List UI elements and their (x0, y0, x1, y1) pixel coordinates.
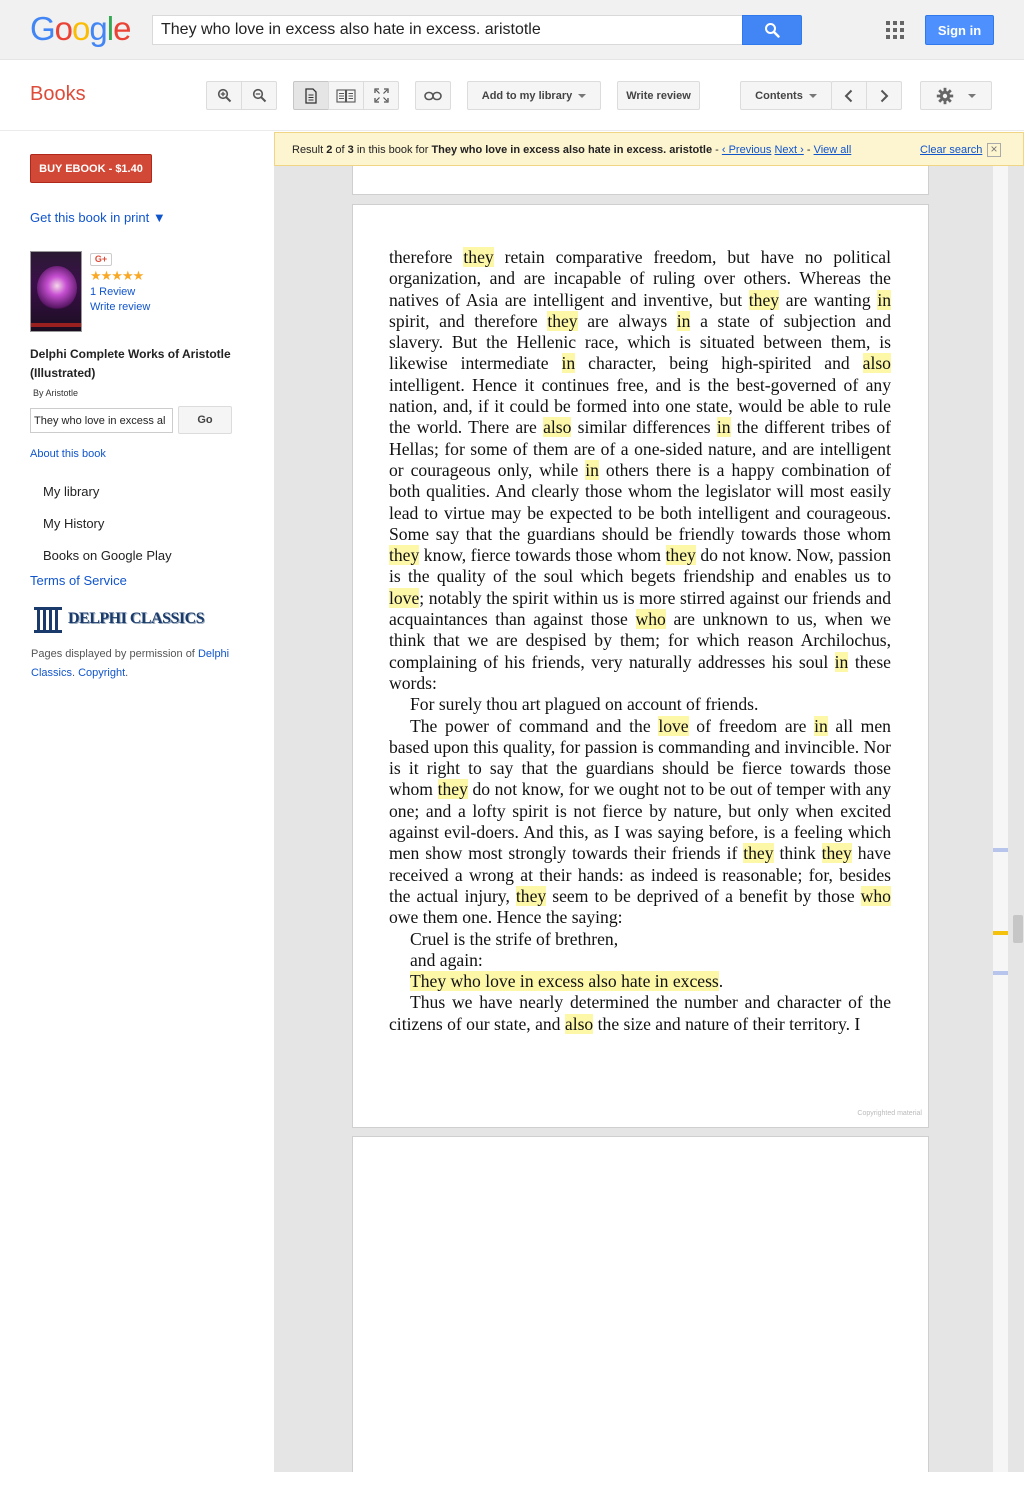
sidebar-item-google-play[interactable]: Books on Google Play (43, 548, 172, 563)
search-term-highlight: in (814, 715, 828, 736)
result-dash: - (803, 144, 814, 156)
book-text-run: character, being high-spirited and (575, 353, 863, 374)
search-input[interactable] (152, 15, 744, 45)
two-page-view-icon (336, 89, 356, 103)
book-page (352, 204, 929, 1128)
publisher-link[interactable]: Delphi (197, 648, 230, 660)
book-title: Delphi Complete Works of Aristotle (Illustrated) (30, 347, 231, 380)
book-text-run: . (718, 971, 724, 992)
book-text-run: Thus we have nearly determined the number and character of the citizens of our state, and (389, 992, 891, 1034)
book-text-run: the size and nature of their territory. I (593, 1013, 861, 1034)
fullscreen-icon (374, 88, 389, 103)
book-text-run: and again: (410, 949, 483, 970)
search-term-highlight: they (463, 247, 494, 267)
publisher-logo[interactable] (33, 605, 218, 637)
search-button[interactable] (742, 15, 802, 45)
sign-in-button[interactable]: Sign in (925, 15, 994, 45)
result-total: 3 (347, 144, 354, 156)
book-text-run: seem to be deprived of a benefit by those (546, 885, 861, 906)
book-paragraph (389, 950, 891, 971)
logo-letter: o (54, 10, 73, 47)
result-of: of (332, 144, 348, 156)
search-term-highlight: love (389, 587, 420, 608)
permission-end: . (125, 667, 129, 679)
contents-label: Contents (755, 89, 803, 102)
book-text-run: For surely thou art plagued on account of friends. (410, 694, 759, 715)
search-hit-marker-current[interactable] (993, 931, 1008, 935)
view-all-link[interactable]: View all (813, 144, 852, 156)
book-paragraph (389, 247, 891, 694)
search-result-bar (274, 132, 1024, 166)
book-text-run: spirit, and therefore (389, 310, 548, 331)
clear-search-link[interactable]: Clear search (920, 144, 983, 156)
book-paragraph (389, 971, 891, 992)
book-sidebar (0, 132, 274, 1500)
book-text-run: owe them one. Hence the saying: (389, 907, 623, 928)
copyright-note: Copyrighted material (857, 1110, 922, 1117)
permission-text: Pages displayed by permission of (31, 648, 198, 660)
get-book-in-print-link[interactable]: Get this book in print ▼ (30, 210, 166, 225)
search-term-highlight: They who love in excess also hate in excess (410, 971, 719, 992)
publisher-logo-text: DELPHI CLASSICS (68, 610, 205, 627)
book-text-run: therefore (389, 247, 464, 267)
search-term-highlight: who (635, 609, 666, 630)
book-text-run: all men based upon this quality, for passion is commanding and invincible. Nor is it right to say that the guardians should be fierce towards those whom (389, 715, 891, 800)
chevron-down-icon (968, 94, 976, 98)
search-term-highlight: in (877, 289, 891, 310)
previous-page-button[interactable] (831, 81, 867, 110)
book-text-run: of freedom are (688, 715, 815, 736)
search-term-highlight: in (585, 459, 599, 480)
search-term-highlight: in (834, 651, 849, 672)
book-text-run: know, fierce towards those whom (419, 545, 666, 566)
search-term-highlight: they (389, 545, 420, 566)
search-icon (764, 22, 780, 38)
logo-letter: o (72, 10, 90, 47)
fullscreen-button[interactable] (363, 81, 399, 110)
zoom-in-button[interactable] (206, 81, 242, 110)
close-icon[interactable]: × (987, 143, 1001, 157)
permission-sep: . (71, 667, 79, 679)
book-paragraph (389, 694, 891, 715)
contents-button[interactable] (740, 81, 832, 110)
book-text-run: the different tribes of Hellas; for some of them are of a one-sided nature, and are intelligent or courageous only, while (389, 417, 891, 480)
search-hit-marker[interactable] (993, 971, 1008, 975)
search-term-highlight: they (743, 843, 774, 864)
in-book-search-input[interactable] (30, 408, 173, 433)
write-review-link[interactable]: Write review (90, 301, 151, 313)
google-plus-button[interactable]: G+ (90, 253, 112, 266)
chevron-down-icon (809, 94, 817, 98)
chevron-left-icon (844, 89, 854, 103)
books-title[interactable]: Books (30, 83, 86, 105)
result-current: 2 (326, 144, 333, 156)
sidebar-item-my-history[interactable]: My History (43, 516, 105, 531)
two-page-view-button[interactable] (328, 81, 364, 110)
column-icon (33, 605, 63, 635)
book-text-run: are wanting (779, 289, 878, 310)
book-text-run: retain comparative freedom, but have no political organization, and are incapable of ruling over others. Whereas the natives of Asia are intelligent and inventive, but (389, 247, 891, 310)
search-term-highlight: in (561, 353, 576, 374)
search-term-highlight: they (437, 779, 468, 800)
write-review-button[interactable]: Write review (617, 81, 700, 110)
search-term-highlight: also (862, 353, 891, 374)
result-in-book: in this book for (353, 144, 432, 156)
next-page-button[interactable] (866, 81, 902, 110)
book-text-run: others there is a happy combination of both qualities. And clearly those whom the legislator will most easily lead to virtue may be expected to be both intelligent and courageous. Some say that the guardians should be friendly towards those whom (389, 459, 891, 544)
zoom-out-button[interactable] (241, 81, 277, 110)
reviews-link[interactable]: 1 Review (90, 286, 136, 298)
google-top-bar (0, 0, 1024, 60)
previous-result-link[interactable]: ‹ Previous (721, 144, 772, 156)
search-term-highlight: also (564, 1013, 594, 1034)
single-page-view-button[interactable] (293, 81, 329, 110)
book-text-run: are unknown to us, when we think that we are despised by them; for which reason Archilochus, complaining of his friends, very naturally addresses his soul (389, 609, 891, 672)
scrollbar-thumb[interactable] (1013, 915, 1023, 943)
link-icon (424, 91, 442, 101)
search-term-highlight: who (860, 885, 891, 906)
add-to-library-button[interactable] (467, 81, 601, 110)
book-paragraph (389, 929, 891, 950)
logo-letter: g (89, 10, 107, 47)
result-prefix: Result (292, 144, 327, 156)
book-text-run: intelligent. Hence it continues free, and is the best-governed of any nation, and, if it could be formed into one state, would be able to rule the world. There are (389, 374, 891, 438)
search-term-highlight: in (716, 417, 731, 438)
next-page (352, 1136, 929, 1472)
book-text-run: have received a wrong at their hands: as indeed is reasonable; for, besides the actual injury, (389, 843, 891, 906)
book-text-run: The power of command and the (410, 715, 659, 736)
about-this-book-link[interactable]: About this book (30, 448, 106, 460)
logo-letter: G (30, 10, 55, 47)
sidebar-item-my-library[interactable]: My library (43, 484, 100, 499)
buy-ebook-button[interactable]: BUY EBOOK - $1.40 (30, 154, 152, 183)
search-term-highlight: they (515, 885, 547, 906)
book-author: By Aristotle (33, 388, 79, 398)
search-hit-track[interactable] (993, 166, 1008, 1472)
search-term-highlight: they (547, 310, 578, 331)
book-text-run: are always (577, 310, 677, 331)
book-paragraph (389, 992, 891, 1035)
apps-grid-icon[interactable] (886, 21, 904, 39)
search-term-highlight: also (543, 417, 572, 438)
rating-stars: ★★★★★ (90, 268, 144, 283)
permission-note (31, 645, 241, 683)
zoom-out-icon (252, 88, 267, 103)
chevron-down-icon (578, 94, 586, 98)
search-term-highlight: they (748, 289, 780, 310)
terms-of-service-link[interactable]: Terms of Service (30, 573, 127, 588)
google-logo[interactable] (30, 10, 130, 48)
logo-letter: e (113, 10, 131, 47)
book-text-run: do not know. Now, passion is the quality of the soul which begets friendship and enables us to (389, 545, 891, 587)
search-hit-marker[interactable] (993, 848, 1008, 852)
logo-letter: l (106, 10, 114, 47)
search-term-highlight: they (665, 545, 696, 566)
book-text-run: Cruel is the strife of brethren, (410, 928, 619, 949)
search-term-highlight: in (676, 310, 691, 331)
next-result-link[interactable]: Next › (774, 144, 804, 156)
previous-page (352, 166, 929, 195)
copyright-link[interactable]: Copyright (78, 667, 126, 679)
book-paragraph (389, 716, 891, 929)
go-button[interactable]: Go (178, 406, 232, 434)
book-cover-image[interactable] (30, 251, 82, 332)
book-text-run: a state of subjection and slavery. But the Hellenic race, which is situated between them, is likewise intermediate (389, 310, 891, 374)
book-text-run: these words: (389, 651, 891, 693)
book-text-run: think (773, 843, 822, 864)
gear-icon (936, 87, 954, 105)
book-viewer[interactable] (274, 132, 1024, 1472)
publisher-link[interactable]: Classics (31, 667, 72, 679)
result-dash: - (712, 144, 722, 156)
book-text-run: ; notably the spirit within us is more stirred against our friends and acquaintances than against those (389, 587, 891, 630)
zoom-in-icon (217, 88, 232, 103)
single-page-view-icon (304, 88, 318, 104)
book-page-text (389, 247, 891, 1035)
chevron-right-icon (879, 89, 889, 103)
result-summary (292, 144, 851, 156)
result-query: They who love in excess also hate in excess. aristotle (431, 144, 713, 156)
link-button[interactable] (415, 81, 451, 110)
books-toolbar (0, 61, 1024, 131)
search-term-highlight: love (658, 715, 689, 736)
search-term-highlight: they (821, 843, 852, 864)
book-text-run: similar differences (571, 417, 717, 438)
viewer-bottom-edge (274, 1472, 1024, 1500)
book-text-run: do not know, for we ought not to be out of temper with any one; and a lofty spirit is not fierce by nature, but only when excited against evil-doers. And this, as I was saying before, is a feeling which men show most strongly towards their friends if (389, 779, 891, 864)
settings-button[interactable] (920, 81, 992, 110)
add-to-library-label: Add to my library (481, 89, 573, 102)
